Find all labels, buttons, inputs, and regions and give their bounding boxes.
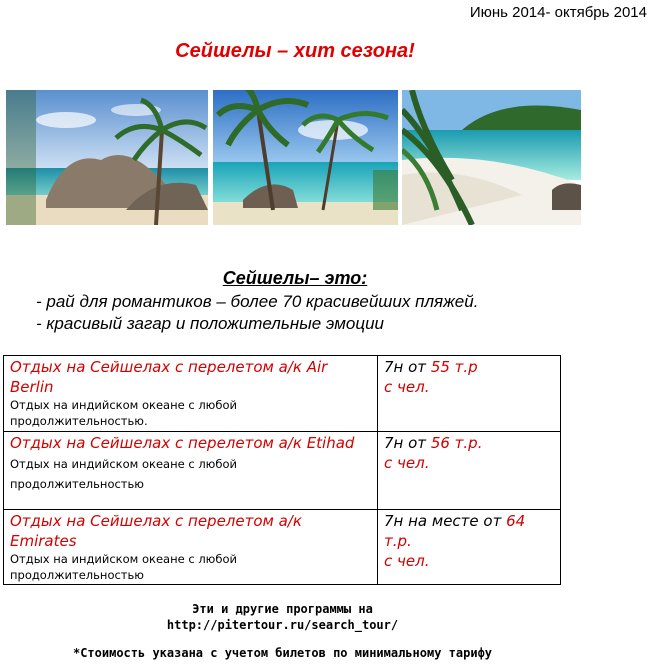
table-row xyxy=(4,356,561,432)
date-range: Июнь 2014- октябрь 2014 xyxy=(469,4,647,21)
offer-price-cell xyxy=(378,432,561,510)
offer-nights: 7н от xyxy=(384,434,431,452)
offer-price-cell xyxy=(378,356,561,432)
offer-price: 55 т.р xyxy=(430,358,478,376)
table-row xyxy=(4,432,561,510)
beach-rocks-photo xyxy=(6,90,208,225)
offer-price: 64 т.р. xyxy=(384,512,526,550)
offer-title: Отдых на Сейшелах с перелетом а/к Air Berlin xyxy=(10,358,328,396)
about-bullet: - рай для романтиков – более 70 красивейших пляжей. xyxy=(36,292,479,311)
more-programs-text: Эти и другие программы на xyxy=(192,602,373,616)
offer-nights: 7н от xyxy=(384,358,431,376)
about-bullet: - красивый загар и положительные эмоции xyxy=(36,314,384,333)
about-title: Сейшелы– это: xyxy=(222,268,368,288)
offer-description-cell xyxy=(4,356,378,432)
page-headline: Сейшелы – хит сезона! xyxy=(175,40,415,62)
price-footnote: *Стоимость указана с учетом билетов по минимальному тарифу xyxy=(72,646,493,660)
offer-title: Отдых на Сейшелах с перелетом а/к Etihad xyxy=(10,434,355,452)
more-programs xyxy=(0,601,565,633)
offer-nights: 7н на месте от xyxy=(384,512,507,530)
offer-description-cell xyxy=(4,510,378,585)
white-beach-photo xyxy=(402,90,581,225)
offer-per-person: с чел. xyxy=(384,552,430,570)
offer-description-cell xyxy=(4,432,378,510)
palm-lagoon-photo xyxy=(213,90,398,225)
table-row xyxy=(4,510,561,585)
offer-title-wrap xyxy=(10,433,371,493)
offer-price: 56 т.р. xyxy=(430,434,483,452)
offer-title: Отдых на Сейшелах с перелетом а/к Emirates xyxy=(10,512,302,550)
offer-subtitle: Отдых на индийском океане с любой продолжительностью xyxy=(10,552,237,582)
offer-price-cell xyxy=(378,510,561,585)
offer-subtitle: Отдых на индийском океане с любой продолжительностью. xyxy=(10,398,237,428)
offer-per-person: с чел. xyxy=(384,454,430,472)
offers-table xyxy=(3,355,561,585)
offer-subtitle: Отдых на индийском океане с любой продолжительностью xyxy=(10,457,237,491)
more-programs-link[interactable]: http://pitertour.ru/search_tour/ xyxy=(166,618,399,632)
offer-per-person: с чел. xyxy=(384,378,430,396)
